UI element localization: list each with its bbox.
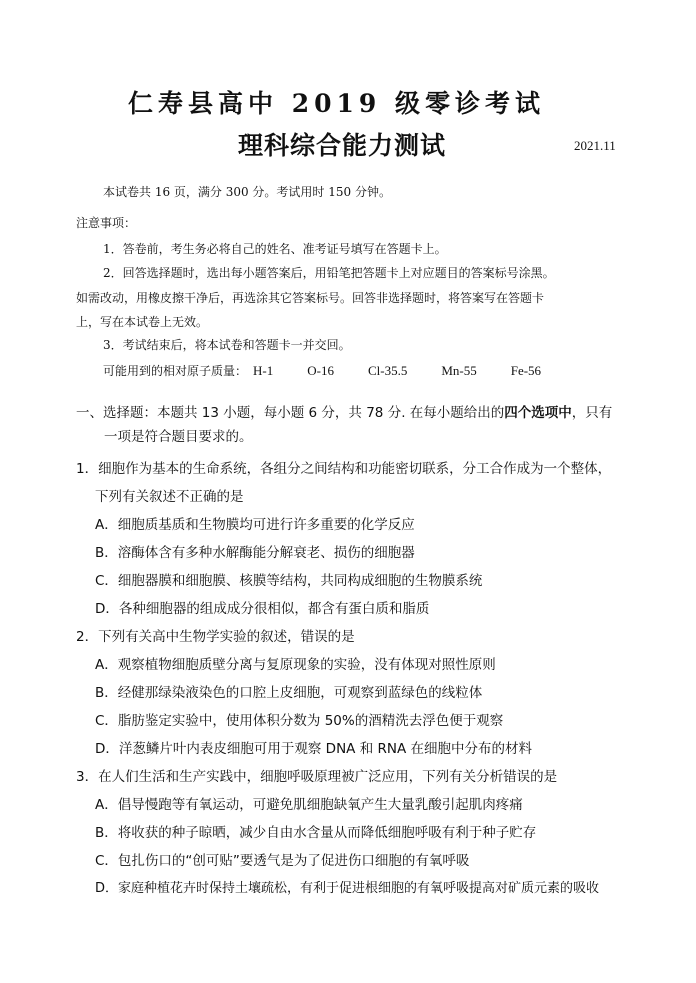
- section-heading: [76, 401, 612, 421]
- mass-h: H-1: [253, 363, 274, 378]
- note-item: 如需改动，用橡皮擦干净后，再选涂其它答案标号。回答非选择题时，将答案写在答题卡: [76, 291, 545, 305]
- question-2-option-b: B．经健那绿染液染色的口腔上皮细胞，可观察到蓝绿色的线粒体: [95, 685, 483, 701]
- mass-cl: Cl-35.5: [367, 363, 408, 378]
- section-heading-tail: ，只有: [571, 405, 613, 421]
- mass-fe: Fe-56: [510, 363, 542, 378]
- question-1-option-b: B．溶酶体含有多种水解酶能分解衰老、损伤的细胞器: [95, 545, 415, 561]
- question-2-option-c: C．脂肪鉴定实验中，使用体积分数为 50%的酒精洗去浮色便于观察: [95, 713, 504, 729]
- question-3-option-a: A．倡导慢跑等有氧运动，可避免肌细胞缺氧产生大量乳酸引起肌肉疼痛: [95, 797, 523, 813]
- question-2-option-a: A．观察植物细胞质壁分离与复原现象的实验，没有体现对照性原则: [95, 657, 496, 673]
- note-item: 1．答卷前，考生务必将自己的姓名、准考证号填写在答题卡上。: [103, 242, 447, 256]
- question-3-stem: 3．在人们生活和生产实践中，细胞呼吸原理被广泛应用，下列有关分析错误的是: [76, 769, 558, 785]
- intro-text: 本试卷共 16 页，满分 300 分。考试用时 150 分钟。: [103, 185, 391, 199]
- atomic-masses: [103, 360, 575, 379]
- question-3-option-b: B．将收获的种子晾晒，减少自由水含量从而降低细胞呼吸有利于种子贮存: [95, 825, 537, 841]
- note-item: 3．考试结束后，将本试卷和答题卡一并交回。: [103, 338, 351, 352]
- note-item: 2．回答选择题时，选出每小题答案后，用铅笔把答题卡上对应题目的答案标号涂黑。: [103, 266, 555, 280]
- mass-o: O-16: [307, 363, 334, 378]
- mass-mn: Mn-55: [441, 363, 477, 378]
- question-1-option-c: C．细胞器膜和细胞膜、核膜等结构，共同构成细胞的生物膜系统: [95, 573, 483, 589]
- section-heading-text: 一、选择题：本题共 13 小题，每小题 6 分，共 78 分. 在每小题给出的: [76, 405, 505, 421]
- atomic-masses-label: 可能用到的相对原子质量：: [103, 364, 248, 378]
- question-1-option-d: D．各种细胞器的组成成分很相似，都含有蛋白质和脂质: [95, 601, 430, 617]
- section-heading-emphasis: 四个选项中: [504, 405, 572, 421]
- question-1-stem: 1．细胞作为基本的生命系统，各组分之间结构和功能密切联系，分工合作成为一个整体，: [76, 461, 612, 477]
- question-1-stem-cont: 下列有关叙述不正确的是: [95, 489, 244, 505]
- section-heading-line2: 一项是符合题目要求的。: [104, 429, 253, 445]
- question-2-option-d: D．洋葱鳞片叶内表皮细胞可用于观察 DNA 和 RNA 在细胞中分布的材料: [95, 741, 533, 757]
- exam-subtitle: 理科综合能力测试: [238, 131, 447, 160]
- exam-title: 仁寿县高中 2019 级零诊考试: [128, 89, 545, 118]
- notes-heading: 注意事项：: [76, 216, 137, 230]
- exam-date: 2021.11: [574, 138, 616, 153]
- note-item: 上，写在本试卷上无效。: [76, 315, 209, 329]
- question-3-option-c: C．包扎伤口的“创可贴”要透气是为了促进伤口细胞的有氧呼吸: [95, 853, 470, 869]
- question-2-stem: 2．下列有关高中生物学实验的叙述，错误的是: [76, 629, 355, 645]
- question-3-option-d: D．家庭种植花卉时保持土壤疏松，有利于促进根细胞的有氧呼吸提高对矿质元素的吸收: [95, 881, 600, 896]
- question-1-option-a: A．细胞质基质和生物膜均可进行许多重要的化学反应: [95, 517, 415, 533]
